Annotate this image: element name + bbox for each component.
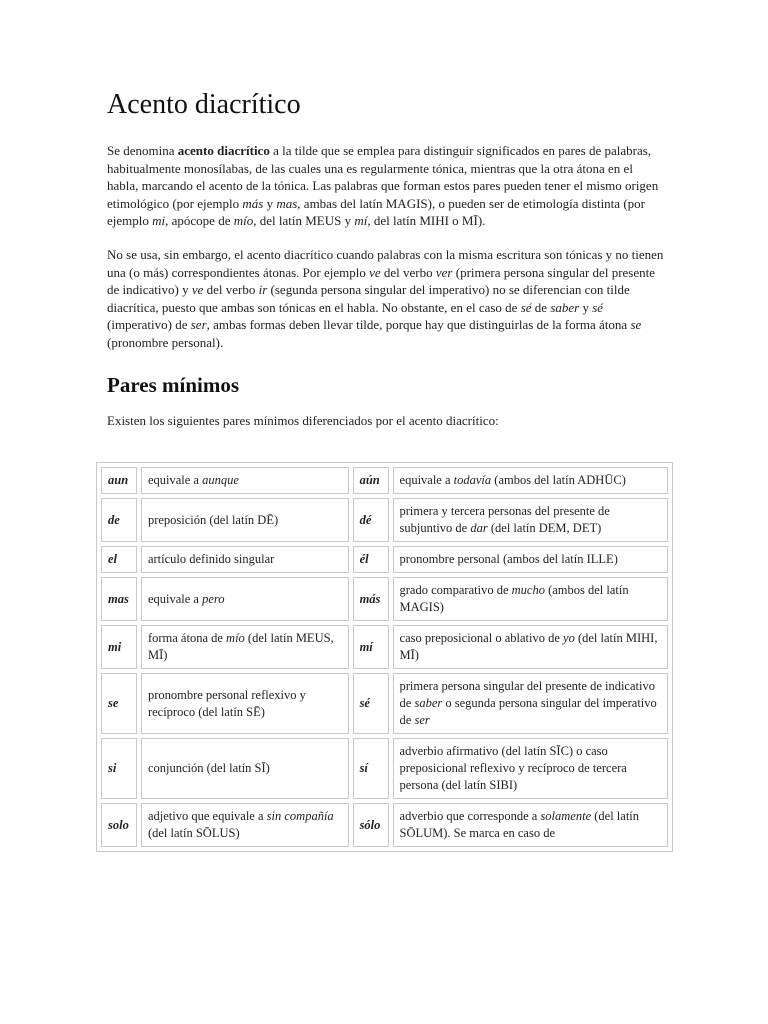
italic-term: sé xyxy=(520,299,532,315)
definition-text: preposición (del latín DĒ) xyxy=(147,512,279,527)
definition-cell xyxy=(393,498,668,542)
text-run: , del latín MIHI o MĪ). xyxy=(367,213,486,229)
table-row xyxy=(101,738,668,799)
definition-cell xyxy=(393,738,668,799)
definition-cell xyxy=(393,673,668,734)
italic-term: mío xyxy=(233,213,254,229)
table-row xyxy=(101,803,668,847)
definition-italic: mío xyxy=(226,631,245,645)
definition-text: adverbio afirmativo (del latín SĪC) o caso preposicional reflexivo y recíproco de tercera persona (del latín SIBI) xyxy=(399,744,627,792)
definition-cell xyxy=(393,546,668,573)
italic-term: ver xyxy=(435,264,453,280)
definition-text: pronombre personal reflexivo y recíproco (del latín SĒ) xyxy=(147,687,306,719)
word-cell: sólo xyxy=(353,803,389,847)
definition-text: caso preposicional o ablativo de xyxy=(399,631,564,645)
definition-cell xyxy=(393,467,668,494)
word-cell: él xyxy=(353,546,389,573)
definition-italic: yo xyxy=(563,631,575,645)
definition-text: adverbio que corresponde a xyxy=(399,809,541,823)
text-run: (primera persona singular del presente de indicativo) y xyxy=(107,264,656,298)
definition-cell xyxy=(141,803,349,847)
definition-italic: pero xyxy=(202,591,225,606)
word-cell: solo xyxy=(101,803,137,847)
definition-cell xyxy=(141,625,349,669)
text-run: y xyxy=(263,195,277,211)
definition-text: (ambos del latín MAGIS) xyxy=(399,583,629,614)
text-run: y xyxy=(579,299,593,315)
definition-text: (ambos del latín ADHŪC) xyxy=(491,473,626,487)
table-body xyxy=(101,467,668,847)
word-cell: se xyxy=(101,673,137,734)
definition-text: equivale a xyxy=(399,473,454,487)
definition-italic: saber xyxy=(414,696,443,710)
word-cell: mas xyxy=(101,577,137,621)
document-page xyxy=(107,88,665,445)
table-row xyxy=(101,467,668,494)
definition-text: equivale a xyxy=(147,473,203,487)
definition-text: (del latín DEM, DET) xyxy=(487,521,602,535)
definition-cell xyxy=(393,803,668,847)
italic-term: saber xyxy=(550,299,580,315)
section-heading: Pares mínimos xyxy=(107,372,240,397)
table-row xyxy=(101,673,668,734)
word-cell: si xyxy=(101,738,137,799)
definition-text: forma átona de xyxy=(147,631,227,645)
text-run: del verbo xyxy=(203,282,259,298)
definition-italic: todavía xyxy=(453,473,492,487)
minimal-pairs-table xyxy=(96,462,673,852)
definition-text: (del latín MIHI, MĪ) xyxy=(399,631,658,662)
word-cell: más xyxy=(353,577,389,621)
bold-term: acento diacrítico xyxy=(177,143,270,158)
definition-cell xyxy=(141,498,349,542)
table-row xyxy=(101,546,668,573)
definition-cell xyxy=(141,738,349,799)
word-cell: dé xyxy=(353,498,389,542)
definition-cell xyxy=(141,673,349,734)
text-run: (pronombre personal). xyxy=(107,334,224,350)
text-run: , apócope de xyxy=(165,213,234,229)
text-run: de xyxy=(531,299,551,315)
text-run: , ambas formas deben llevar tilde, porque hay que distinguirlas de la forma átona xyxy=(206,317,631,333)
italic-term: mas xyxy=(276,195,298,211)
intro-paragraph xyxy=(107,142,665,230)
definition-italic: ser xyxy=(414,713,430,727)
italic-term: ve xyxy=(191,282,204,298)
italic-term: más xyxy=(242,195,264,211)
italic-term: mi xyxy=(152,213,166,229)
definition-cell xyxy=(393,625,668,669)
table-row xyxy=(101,625,668,669)
definition-italic: mucho xyxy=(511,583,545,597)
italic-term: ser xyxy=(190,317,207,333)
section-intro: Existen los siguientes pares mínimos diferenciados por el acento diacrítico: xyxy=(107,412,499,428)
definition-italic: solamente xyxy=(540,809,592,823)
second-paragraph xyxy=(107,246,665,352)
definition-italic: aunque xyxy=(202,473,239,487)
word-cell: sé xyxy=(353,673,389,734)
text-run: , del latín MEUS y xyxy=(253,213,355,229)
definition-text: (del latín SŌLUM). Se marca en caso de xyxy=(399,809,640,840)
definition-text: (del latín SŌLUS) xyxy=(147,826,240,840)
definition-italic: dar xyxy=(470,521,488,535)
definition-text: primera y tercera personas del presente de subjuntivo de xyxy=(399,504,610,535)
italic-term: mí xyxy=(354,213,368,229)
definition-text: equivale a xyxy=(147,591,203,606)
definition-text: primera persona singular del presente de indicativo de xyxy=(399,679,655,710)
word-cell: de xyxy=(101,498,137,542)
word-cell: aun xyxy=(101,467,137,494)
definition-text: o segunda persona singular del imperativo de xyxy=(399,696,657,727)
definition-text: conjunción (del latín SĪ) xyxy=(147,761,270,775)
table-row xyxy=(101,577,668,621)
definition-text: (del latín MEUS, MĪ) xyxy=(147,631,334,662)
word-cell: sí xyxy=(353,738,389,799)
definition-cell xyxy=(393,577,668,621)
text-run: (segunda persona singular del imperativo) no se diferencian con tilde diacrítica, puesto que ambas son tónicas en el habla. No obstante, en el caso de xyxy=(107,282,630,315)
word-cell: el xyxy=(101,546,137,573)
definition-text: artículo definido singular xyxy=(147,552,275,566)
text-run: , ambas del latín MAGIS), o pueden ser de etimología distinta (por ejemplo xyxy=(107,195,645,229)
italic-term: ve xyxy=(369,264,381,280)
text-run: a la tilde que se emplea para distinguir significados en pares de palabras, habitualmente monosílabas, de las cuales una es regularmente tónica, mientras que la otra átona en el habla, marcando el acento de la tónica. Las palabras que forman estos pares pueden tener el mismo origen etimológico (por ejemplo xyxy=(107,143,659,211)
definition-text: grado comparativo de xyxy=(399,583,512,597)
definition-text: pronombre personal (ambos del latín ILLE) xyxy=(399,552,618,566)
definition-cell xyxy=(141,577,349,621)
text-run: del verbo xyxy=(380,264,436,280)
italic-term: ir xyxy=(258,282,268,298)
italic-term: se xyxy=(630,317,642,333)
definition-italic: sin compañía xyxy=(266,809,334,823)
definition-cell xyxy=(141,467,349,494)
word-cell: aún xyxy=(353,467,389,494)
table-row xyxy=(101,498,668,542)
text-run: No se usa, sin embargo, el acento diacrítico cuando palabras con la misma escritura son tónicas y no tienen una (o más) correspondientes átonas. Por ejemplo xyxy=(107,246,664,280)
text-run: (imperativo) de xyxy=(107,317,191,333)
italic-term: sé xyxy=(592,299,604,315)
page-title: Acento diacrítico xyxy=(107,89,301,120)
text-run: Se denomina xyxy=(107,143,178,158)
word-cell: mí xyxy=(353,625,389,669)
definition-cell xyxy=(141,546,349,573)
word-cell: mi xyxy=(101,625,137,669)
definition-text: adjetivo que equivale a xyxy=(147,809,267,823)
